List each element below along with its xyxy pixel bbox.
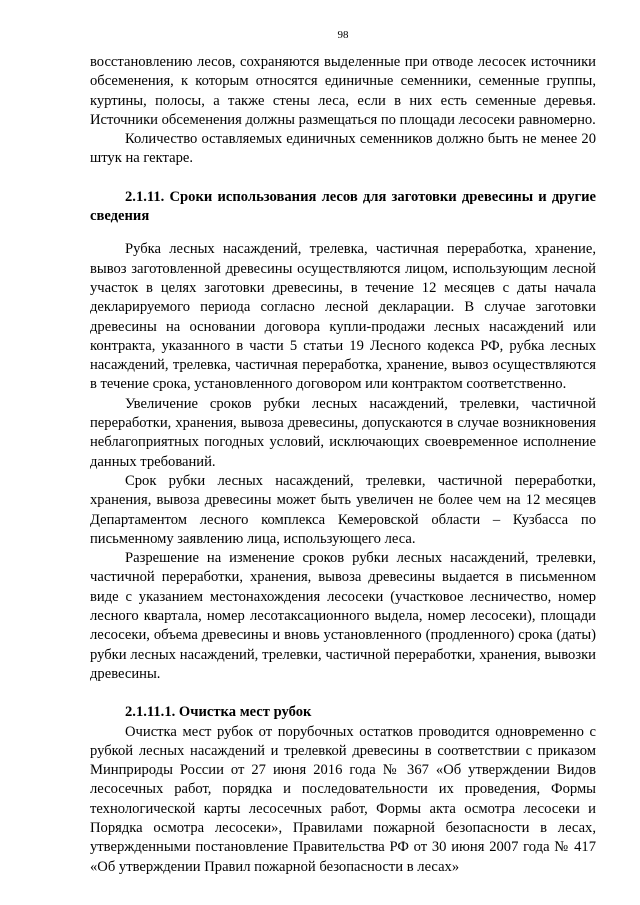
spacer — [90, 169, 596, 188]
document-page — [90, 28, 596, 877]
paragraph-site-cleaning: Очистка мест рубок от порубочных остатков проводится одновременно с рубкой лесных насаждений и трелевкой древесины в соответствии с приказом Минприроды России от 27 июня 2016 года № 367 «Об утверждении Видов лесосечных работ, порядка и последовательности их проведения, Формы технологической карты лесосечных работ, Формы акта осмотра лесосеки и Порядка осмотра лесосеки», Правилами пожарной безопасности в лесах, утвержденными постановление Правительства РФ от 30 июня 2007 года № 417 «Об утверждении Правил пожарной безопасности в лесах» — [90, 723, 596, 875]
paragraph-logging-terms: Рубка лесных насаждений, трелевка, частичная переработка, хранение, вывоз заготовленной древесины осуществляются лицом, использующим лесной участок в целях заготовки древесины, в течение 12 месяцев с даты начала декларируемого периода согласно лесной декларации. В случае заготовки древесины на основании договора купли-продажи лесных насаждений или контракта, указанного в части 5 статьи 19 Лесного кодекса РФ, рубка лесных насаждений, трелевка, частичная переработка, хранение, вывоз осуществляются в течение срока, установленного договором или контрактом соответственно. — [90, 241, 596, 393]
paragraph-term-extension-limit: Срок рубки лесных насаждений, трелевки, частичной переработки, хранения, вывоза древесины может быть увеличен не более чем на 12 месяцев Департаментом лесного комплекса Кемеровской области – Кузбасса по письменному заявлению лица, использующего леса. — [90, 472, 596, 547]
paragraph-seed-trees-count: Количество оставляемых единичных семенников должно быть не менее 20 штук на гектаре. — [90, 131, 596, 167]
paragraph-term-extension-conditions: Увеличение сроков рубки лесных насаждений, трелевки, частичной переработки, хранения, вывоза древесины, допускаются в случае возникновения неблагоприятных погодных условий, исключающих своевременное исполнение данных требований. — [90, 395, 596, 470]
spacer — [90, 684, 596, 703]
page-number: 98 — [337, 29, 349, 41]
section-heading-2-1-11-1: 2.1.11.1. Очистка мест рубок — [125, 704, 312, 721]
section-heading-2-1-11: 2.1.11. Сроки использования лесов для заготовки древесины и другие сведения — [90, 188, 596, 225]
paragraph-term-change-permit: Разрешение на изменение сроков рубки лесных насаждений, трелевки, частичной переработки, хранения, вывоза древесины выдается в письменном виде с указанием местонахождения лесосеки (участковое лесничество, номер лесного квартала, номер лесотаксационного выдела, номер лесосеки), площади лесосеки, объема древесины и вновь установленного (продленного) срока (даты) рубки лесных насаждений, трелевки, частичной переработки, хранения, вывозки древесины. — [90, 550, 596, 682]
paragraph-continuation: восстановлению лесов, сохраняются выделенные при отводе лесосек источники обсеменения, к которым относятся единичные семенники, семенные группы, куртины, полосы, а также стены леса, если в них есть семенные деревья. Источники обсеменения должны размещаться по площади лесосеки равномерно. — [90, 54, 596, 128]
spacer — [90, 226, 596, 240]
